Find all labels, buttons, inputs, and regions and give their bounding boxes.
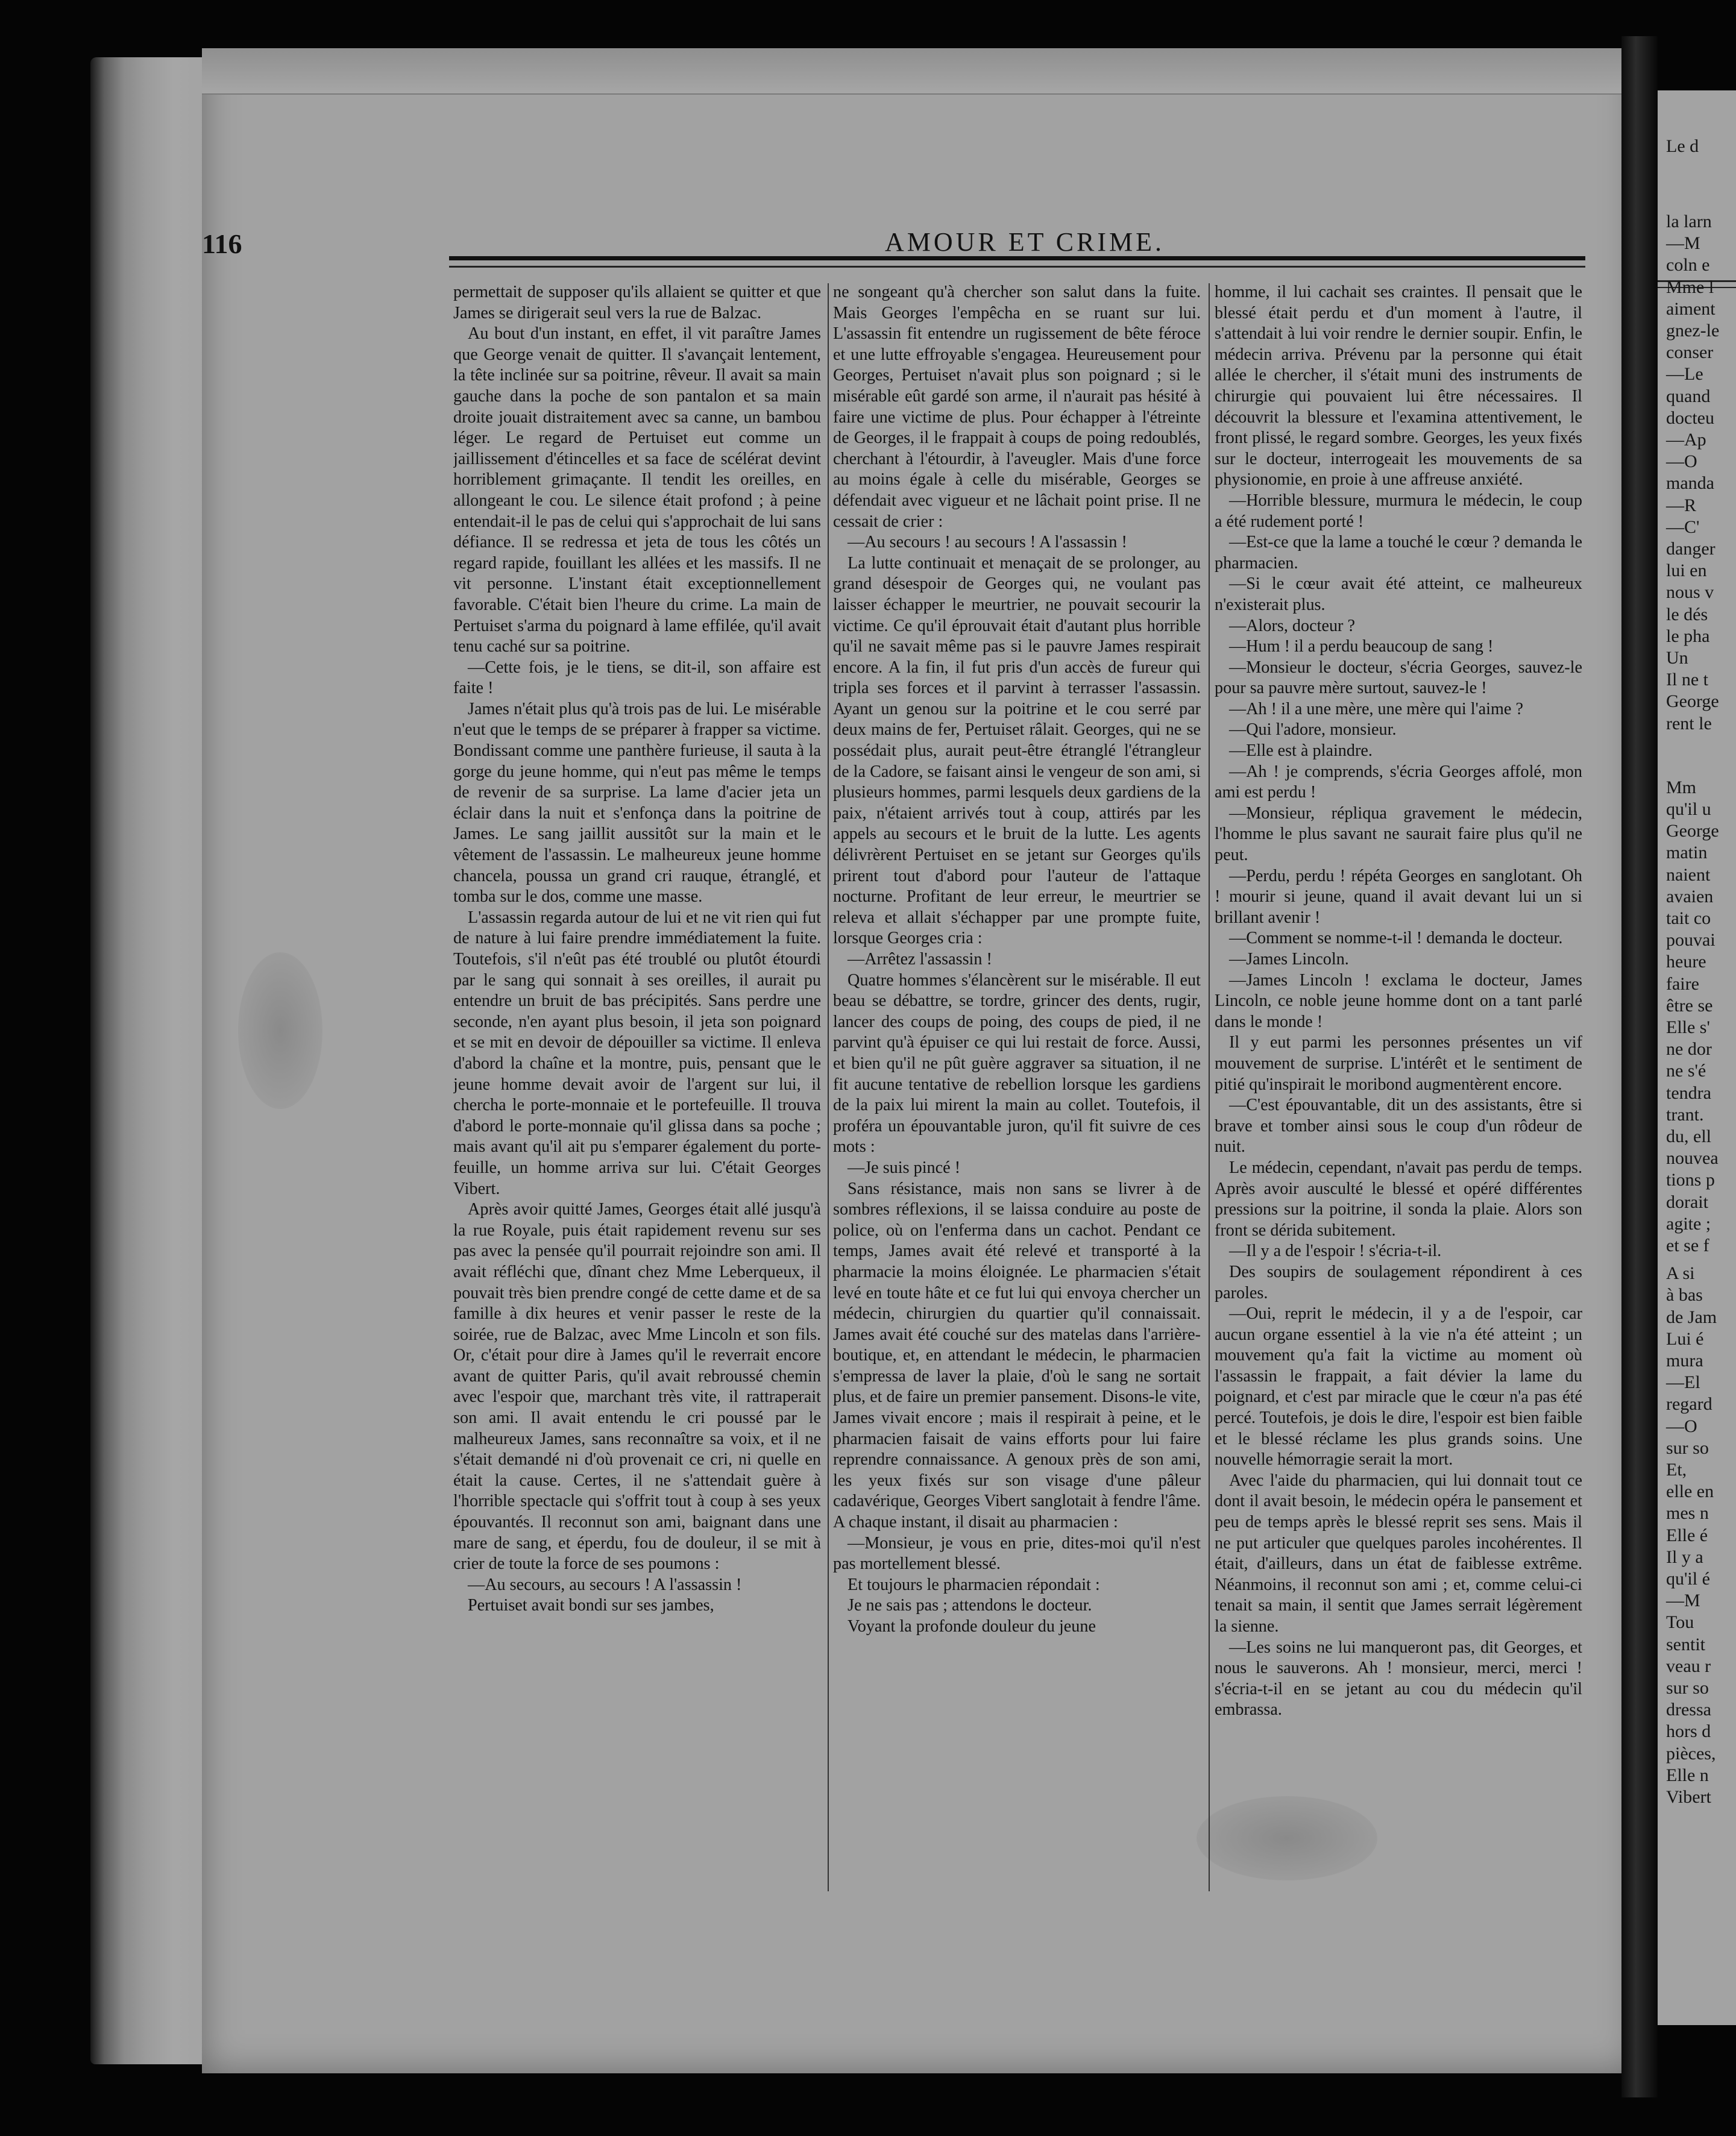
column-divider	[828, 283, 829, 1891]
facing-page-line: docteu	[1666, 407, 1714, 428]
paragraph: —Est-ce que la lame a touché le cœur ? demanda le pharmacien.	[1215, 533, 1582, 573]
facing-page-line: matin	[1666, 843, 1708, 863]
facing-page-line: George	[1666, 821, 1719, 841]
facing-page-line: Elle s'	[1666, 1017, 1710, 1037]
paragraph: Le médecin, cependant, n'avait pas perdu de temps. Après avoir ausculté le blessé et opéré différentes pressions sur la poitrine, il sonda la plaie. Alors son front se dérida subitement.	[1215, 1158, 1582, 1240]
facing-page-line: du, ell	[1666, 1126, 1711, 1146]
paragraph: —Ah ! je comprends, s'écria Georges affolé, mon ami est perdu !	[1215, 762, 1582, 802]
facing-page-line: coln e	[1666, 255, 1710, 275]
facing-page-line: qu'il é	[1666, 1569, 1710, 1589]
facing-page-line: sur so	[1666, 1437, 1709, 1458]
facing-page-line: —M	[1666, 1591, 1700, 1611]
facing-page-line: trant.	[1666, 1104, 1704, 1125]
paragraph: —C'est épouvantable, dit un des assistants, être si brave et tomber ainsi sous le coup d'un rôdeur de nuit.	[1215, 1096, 1582, 1157]
paragraph: —James Lincoln ! exclama le docteur, James Lincoln, ce noble jeune homme dont on a tant parlé dans le monde !	[1215, 970, 1582, 1031]
paragraph: L'assassin regarda autour de lui et ne vit rien qui fut de nature à lui faire prendre immédiatement la fuite. Toutefois, s'il n'eût pas été troublé ou plutôt étourdi par le sang qui sonnait à ses oreilles, il aurait pu entendre un bruit de bas précipités. Sans perdre une seconde, n'en ayant plus besoin, il jeta son poignard et se mit en devoir de dépouiller sa victime. Il enleva d'abord la chaîne et la montre, puis, pensant que le jeune homme devait avoir de l'argent sur lui, il chercha le porte-monnaie et le portefeuille. Il trouva d'abord le porte-monnaie qu'il glissa dans sa poche ; mais avant qu'il ait pu s'emparer également du porte-feuille, un homme arriva sur lui. C'était Georges Vibert.	[453, 908, 821, 1198]
facing-page-line: sur so	[1666, 1678, 1709, 1698]
facing-page-line: —C'	[1666, 517, 1700, 537]
running-title: AMOUR ET CRIME.	[884, 227, 1165, 257]
facing-page-line: Elle n	[1666, 1765, 1709, 1785]
paragraph: —Hum ! il a perdu beaucoup de sang !	[1229, 637, 1494, 656]
facing-page-line: qu'il u	[1666, 799, 1711, 819]
facing-page-line: Elle é	[1666, 1525, 1708, 1545]
page-top-edge	[202, 48, 1637, 95]
facing-page-fragment	[1658, 90, 1736, 2025]
facing-page-line: pouvai	[1666, 930, 1716, 950]
facing-page-line: —Le	[1666, 364, 1703, 385]
facing-page-line: mes n	[1666, 1503, 1709, 1524]
facing-page-line: heure	[1666, 952, 1706, 972]
paragraph: homme, il lui cachait ses craintes. Il pensait que le blessé était perdu et d'un moment à l'autre, il s'attendait à lui voir rendre le dernier soupir. Enfin, le médecin arriva. Prévenu par la personne qui était allée le chercher, il s'était muni des instruments de chirurgie qui pouvaient lui être nécessaires. Il découvrit la blessure et l'examina attentivement, le front plissé, le regard sombre. Georges, les yeux fixés sur le docteur, interrogeait les mouvements de sa physionomie, en proie à une affreuse anxiété.	[1215, 283, 1582, 489]
paragraph: Voyant la profonde douleur du jeune	[848, 1617, 1096, 1636]
facing-page-line: Et,	[1666, 1460, 1687, 1480]
facing-page-line: Le d	[1666, 136, 1699, 156]
paragraph: Au bout d'un instant, en effet, il vit paraître James que George venait de quitter. Il s'avançait lentement, la tête inclinée sur sa poitrine, rêveur. Il avait sa main gauche dans la poche de son pantalon et sa main droite jouait distraitement avec sa canne, un bambou léger. Le regard de Pertuiset eut comme un jaillissement d'étincelles et sa face de scélérat devint horriblement grimaçante. Il tendit les oreilles, en allongeant le cou. Le silence était profond ; à peine entendait-il le pas de celui qui s'approchait de lui sans défiance. Il se redressa et jeta de tous les côtés un regard rapide, fouillant les allées et les massifs. Il ne vit personne. L'instant était exceptionnellement favorable. C'était bien l'heure du crime. La main de Pertuiset s'arma du poignard à lame effilée, qu'il avait tenu caché sur sa poitrine.	[453, 324, 821, 656]
paragraph: permettait de supposer qu'ils allaient se quitter et que James se dirigerait seul vers la rue de Balzac.	[453, 283, 821, 322]
facing-page-line: pièces,	[1666, 1743, 1716, 1764]
paragraph: —Au secours, au secours ! A l'assassin !	[468, 1575, 742, 1594]
facing-page-line: —O	[1666, 1416, 1697, 1436]
facing-page-line: Il y a	[1666, 1547, 1703, 1567]
facing-page-line: Un	[1666, 648, 1688, 668]
paragraph: —Horrible blessure, murmura le médecin, le coup a été rudement porté !	[1215, 491, 1582, 531]
facing-page-line: tait co	[1666, 908, 1711, 928]
facing-page-line: ne s'é	[1666, 1061, 1706, 1081]
facing-page-line: Mme l	[1666, 277, 1714, 297]
page-number: 116	[202, 228, 242, 259]
facing-page-line: tendra	[1666, 1082, 1711, 1103]
facing-page-line: regard	[1666, 1394, 1712, 1415]
paragraph: —Arrêtez l'assassin !	[848, 950, 992, 969]
facing-page-line: hors d	[1666, 1721, 1711, 1742]
facing-page-line: mura	[1666, 1351, 1703, 1371]
text-column-1	[453, 282, 821, 1909]
paragraph: —Ah ! il a une mère, une mère qui l'aime ?	[1229, 699, 1523, 718]
paragraph: Je ne sais pas ; attendons le docteur.	[848, 1596, 1092, 1615]
facing-page-line: Tou	[1666, 1612, 1694, 1633]
facing-page-line: dressa	[1666, 1700, 1711, 1720]
header-rule-thick	[449, 256, 1585, 260]
facing-page-line: George	[1666, 691, 1719, 712]
facing-page-line: nous v	[1666, 582, 1714, 603]
paragraph: —Monsieur, je vous en prie, dites-moi qu'il n'est pas mortellement blessé.	[833, 1533, 1201, 1574]
paragraph: Après avoir quitté James, Georges était allé jusqu'à la rue Royale, puis était rapidement revenu sur ses pas avec la pensée qu'il pourrait rejoindre son ami. Il avait réfléchi que, dînant chez Mme Leberqueux, il pouvait très bien prendre congé de cette dame et de sa famille à dix heures et venir passer le reste de la soirée, rue de Balzac, avec Mme Lincoln et son fils. Or, c'était pour dire à James qu'il le reverrait encore avant de quitter Paris, qu'il avait rebroussé chemin avec l'espoir que, marchant très vite, il rattraperait son ami. Il avait entendu le cri poussé par le malheureux James, sans reconnaître sa voix, et il ne s'était demandé ni d'où provenait ce cri, ni quelle en était la cause. Certes, il ne s'attendait guère à l'horrible spectacle qui s'offrit tout à coup à ses yeux épouvantés. Il reconnut son ami, baignant dans une mare de sang, et éperdu, fou de douleur, il se mit à crier de toute la force de ses poumons :	[453, 1200, 821, 1574]
facing-page-line: agite ;	[1666, 1213, 1711, 1234]
text-column-2	[833, 282, 1201, 1909]
facing-page-line: le dés	[1666, 604, 1708, 624]
facing-page-line: danger	[1666, 539, 1716, 559]
paragraph: —Perdu, perdu ! répéta Georges en sanglotant. Oh ! mourir si jeune, quand il avait devant lui un si brillant avenir !	[1215, 866, 1582, 927]
paragraph: —Comment se nomme-t-il ! demanda le docteur.	[1229, 929, 1563, 948]
paragraph: James n'était plus qu'à trois pas de lui. Le misérable n'eut que le temps de se préparer à frapper sa victime. Bondissant comme une panthère furieuse, il sauta à la gorge du jeune homme, qui n'eut pas même le temps de revenir de sa surprise. La lame d'acier jeta un éclair dans la nuit et s'enfonça dans la poitrine de James. Le sang jaillit aussitôt sur la main et le vêtement de l'assassin. Le malheureux jeune homme chancela, poussa un grand cri rauque, étranglé, et tomba sur le dos, comme une masse.	[453, 699, 821, 906]
paragraph: —Il y a de l'espoir ! s'écria-t-il.	[1229, 1242, 1442, 1261]
facing-page-line: naient	[1666, 864, 1711, 885]
facing-page-line: —R	[1666, 495, 1697, 515]
facing-page-line: être se	[1666, 995, 1713, 1016]
paragraph: La lutte continuait et menaçait de se prolonger, au grand désespoir de Georges qui, ne voulant pas laisser échapper le meurtrier, ne pouvait secourir la victime. Ce qu'il éprouvait était d'autant plus horrible qu'il ne savait même pas si le pauvre James respirait encore. A la fin, il fut pris d'un accès de fureur qui tripla ses forces et il parvint à terrasser l'assassin. Ayant un genou sur la poitrine et le cou serré par deux mains de fer, Pertuiset râlait. Georges, qui ne se possédait plus, aurait peut-être étranglé l'étrangleur de la Cadore, se faisant ainsi le vengeur de son ami, si plusieurs hommes, parmi lesquels deux gardiens de la paix, n'étaient arrivés tout à coup, attirés par les appels au secours et le bruit de la lutte. Les agents délivrèrent Pertuiset en se jetant sur Georges qu'ils prirent tout d'abord pour l'auteur de l'attaque nocturne. Profitant de leur erreur, le meurtrier se releva et allait s'échapper par une prompte fuite, lorsque Georges cria :	[833, 553, 1201, 948]
facing-page-line: —El	[1666, 1372, 1700, 1393]
column-divider	[1209, 283, 1210, 1891]
facing-page-line: aiment	[1666, 298, 1716, 319]
facing-page-line: ne dor	[1666, 1039, 1712, 1060]
text-column-3	[1215, 282, 1582, 1909]
facing-page-line: nouvea	[1666, 1148, 1719, 1169]
paragraph: —Monsieur le docteur, s'écria Georges, sauvez-le pour sa pauvre mère surtout, sauvez-le !	[1215, 658, 1582, 698]
paragraph: —Je suis pincé !	[848, 1158, 961, 1177]
header-rule-thin	[449, 266, 1585, 268]
facing-page-line: —O	[1666, 451, 1697, 472]
facing-page-line: conser	[1666, 342, 1714, 363]
facing-page-line: dorait	[1666, 1192, 1708, 1212]
paragraph: ne songeant qu'à chercher son salut dans la fuite. Mais Georges l'empêcha en se ruant sur lui. L'assassin fit entendre un rugissement de bête féroce et une lutte effroyable s'engagea. Heureusement pour Georges, Pertuiset n'avait plus son poignard ; si le misérable eût gardé son arme, il n'aurait pas hésité à faire une victime de plus. Pour échapper à l'étreinte de Georges, il le frappait à coups de poing redoublés, cherchant à l'étourdir, à l'aveugler. Mais d'une force au moins égale à celle du misérable, Georges se défendait avec vigueur et ne lâchait point prise. Il ne cessait de crier :	[833, 283, 1201, 531]
paragraph: —Les soins ne lui manqueront pas, dit Georges, et nous le sauverons. Ah ! monsieur, merci, merci ! s'écria-t-il en se jetant au cou du médecin qu'il embrassa.	[1215, 1638, 1582, 1720]
paragraph: —Elle est à plaindre.	[1229, 741, 1373, 761]
facing-page-line: lui en	[1666, 561, 1707, 581]
facing-page-line: A si	[1666, 1263, 1695, 1284]
paragraph: —Alors, docteur ?	[1229, 616, 1355, 635]
facing-page-line: manda	[1666, 473, 1714, 494]
facing-page-line: Lui é	[1666, 1328, 1704, 1349]
facing-page-line: Mm	[1666, 777, 1697, 797]
page-gutter	[1621, 36, 1658, 2097]
paragraph: —Si le cœur avait été atteint, ce malheureux n'existerait plus.	[1215, 574, 1582, 614]
facing-page-line: gnez-le	[1666, 321, 1720, 341]
facing-page-line: la larn	[1666, 212, 1712, 231]
paragraph: Des soupirs de soulagement répondirent à ces paroles.	[1215, 1262, 1582, 1302]
facing-page-line: quand	[1666, 386, 1711, 406]
facing-page-line: —Ap	[1666, 430, 1706, 450]
facing-page-line: sentit	[1666, 1634, 1705, 1654]
facing-page-line: à bas	[1666, 1285, 1703, 1305]
facing-page-line: Vibert	[1666, 1787, 1711, 1807]
facing-page-line: tions p	[1666, 1170, 1715, 1190]
paragraph: Quatre hommes s'élancèrent sur le misérable. Il eut beau se débattre, se tordre, grincer des dents, rugir, lancer des coups de poing, des coups de pied, il ne parvint qu'à épuiser ce qui lui restait de force. Aussi, et bien qu'il ne pût guère aggraver sa situation, il ne fit aucune tentative de rebellion lorsque les gardiens de la paix lui mirent la main au collet. Toutefois, il proféra un épouvantable juron, qu'il fit suivre de ces mots :	[833, 970, 1201, 1157]
paragraph: Avec l'aide du pharmacien, qui lui donnait tout ce dont il avait besoin, le médecin opéra le pansement et peu de temps après le blessé reprit ses sens. Mais il ne put articuler que quelques paroles incohérentes. Il était, d'ailleurs, dans un état de faiblesse extrême. Néanmoins, il reconnut son ami ; et, comme celui-ci tenait sa main, il sentit que James serrait légèrement la sienne.	[1215, 1471, 1582, 1636]
paragraph: —Cette fois, je le tiens, se dit-il, son affaire est faite !	[453, 658, 821, 698]
facing-page-line: avaien	[1666, 886, 1714, 906]
paragraph: Sans résistance, mais non sans se livrer à de sombres réflexions, il se laissa conduire au poste de police, où on l'enferma dans un cachot. Pendant ce temps, James avait été relevé et transporté à la pharmacie la moins éloignée. Le pharmacien s'était levé en toute hâte et ce fut lui qui envoya chercher un médecin, chirurgien du quartier qu'il connaissait. James avait été couché sur des matelas dans l'arrière-boutique, et, en attendant le médecin, le pharmacien s'empressa de laver la plaie, d'où le sang ne sortait plus, et de faire un premier pansement. Disons-le vite, James vivait encore ; mais il respirait à peine, et le pharmacien faisait de vains efforts pour lui faire reprendre connaissance. A genoux près de son ami, les yeux fixés sur son visage d'une pâleur cadavérique, Georges Vibert sanglotait à fendre l'âme. A chaque instant, il disait au pharmacien :	[833, 1179, 1201, 1532]
paper-stain	[238, 952, 322, 1109]
facing-page-line: elle en	[1666, 1481, 1714, 1502]
paragraph: —Au secours ! au secours ! A l'assassin !	[848, 533, 1127, 552]
facing-page-line: veau r	[1666, 1656, 1711, 1676]
paragraph: Il y eut parmi les personnes présentes un vif mouvement de surprise. L'intérêt et le sentiment de pitié qu'inspirait le moribond augmentèrent encore.	[1215, 1033, 1582, 1094]
paragraph: —Oui, reprit le médecin, il y a de l'espoir, car aucun organe essentiel à la vie n'a été atteint ; un mouvement qu'a fait la victime au moment où l'assassin le frappait, a fait dévier la lame du poignard, et c'est par miracle que le cœur n'a pas été percé. Toutefois, je dois le dire, l'espoir est bien faible et le blessé réclame les plus grands soins. Une nouvelle hémorragie serait la mort.	[1215, 1304, 1582, 1469]
facing-page-line: faire	[1666, 973, 1699, 994]
facing-page-line: rent le	[1666, 713, 1712, 733]
paragraph: —Monsieur, répliqua gravement le médecin, l'homme le plus savant ne saurait faire plus qu'il ne peut.	[1215, 803, 1582, 865]
facing-page-line: le pha	[1666, 626, 1710, 646]
facing-page-line: Il ne t	[1666, 670, 1708, 690]
paragraph: Pertuiset avait bondi sur ses jambes,	[468, 1596, 714, 1615]
paragraph: —James Lincoln.	[1229, 950, 1349, 969]
facing-page-line: et se f	[1666, 1236, 1709, 1255]
facing-page-line: —M	[1666, 233, 1700, 254]
paragraph: —Qui l'adore, monsieur.	[1229, 720, 1397, 740]
paragraph: Et toujours le pharmacien répondait :	[848, 1575, 1100, 1594]
facing-page-line: de Jam	[1666, 1307, 1717, 1327]
